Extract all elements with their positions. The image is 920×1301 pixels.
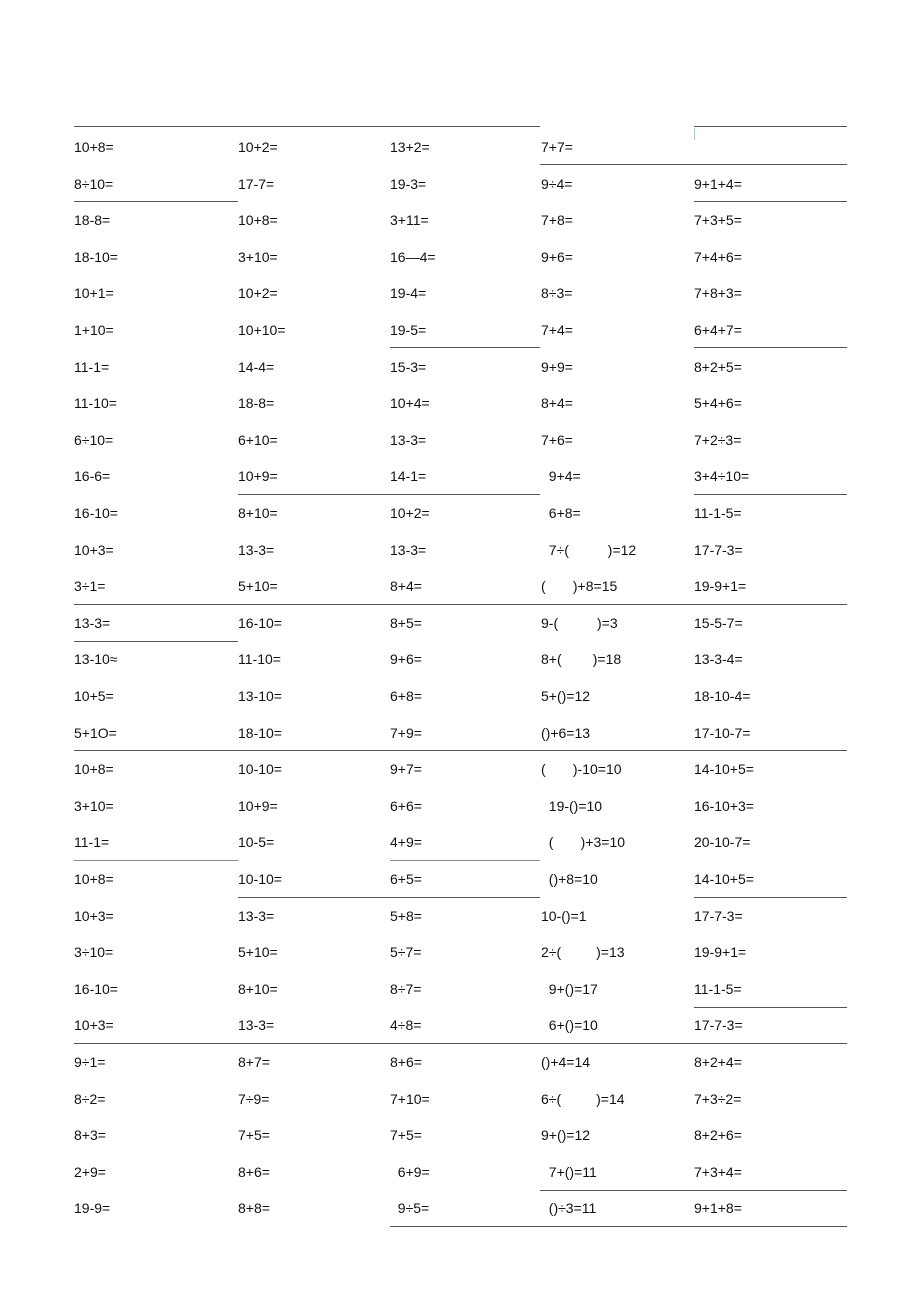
problem-cell: 7+8+3= [694, 285, 742, 302]
problem-cell: 10+9= [238, 468, 278, 485]
problem-cell: 7+2÷3= [694, 431, 742, 448]
problem-cell: 10-()=1 [541, 907, 587, 924]
problem-cell: 11-10= [74, 395, 117, 412]
problem-cell: 14-10+5= [694, 761, 754, 778]
problem-cell: 6÷10= [74, 431, 114, 448]
problem-cell: 19-9+1= [694, 578, 747, 595]
problem-cell: 13+2= [390, 139, 430, 155]
problem-cell: 10+2= [390, 505, 430, 521]
problem-cell: 8÷3= [541, 285, 573, 302]
problem-cell: 11-1= [74, 358, 110, 375]
row-divider-line [74, 860, 238, 861]
problem-cell: 10+3= [74, 541, 114, 558]
row-divider-line [74, 641, 238, 642]
problem-cell: 10+2= [238, 139, 278, 155]
problem-cell: 9+9= [541, 358, 573, 375]
problem-cell: 14-10+5= [694, 871, 754, 887]
problem-cell: 5+()=12 [541, 688, 591, 704]
problem-cell: 9+1+4= [694, 175, 742, 192]
margin-mark [694, 128, 695, 140]
problem-cell: ( )+8=15 [541, 578, 618, 595]
problem-cell: 7+4= [541, 322, 573, 338]
problem-cell: 9+6= [390, 651, 422, 668]
problem-cell: 8+2+4= [694, 1054, 742, 1070]
problem-cell: 6+8= [541, 505, 581, 521]
problem-cell: 9÷5= [390, 1200, 430, 1217]
problem-cell: 1+10= [74, 322, 114, 338]
problem-cell: 9+()=12 [541, 1127, 591, 1144]
row-divider-line [74, 604, 847, 605]
problem-cell: 3÷10= [74, 944, 114, 961]
problem-cell: 7+3+4= [694, 1163, 742, 1180]
problem-cell: 13-3= [390, 541, 427, 558]
problem-cell: 19-9+1= [694, 944, 747, 961]
problem-cell: 2÷( )=13 [541, 944, 625, 961]
problem-cell: 5+1O= [74, 724, 117, 741]
problem-cell: 16-10= [74, 980, 118, 997]
problem-cell: 9÷4= [541, 175, 573, 192]
problem-cell: 6+()=10 [541, 1017, 598, 1034]
problem-cell: 8+4= [390, 578, 422, 595]
problem-cell: 7+3+5= [694, 212, 742, 229]
row-divider-line [390, 347, 540, 348]
problem-cell: 10-10= [238, 761, 282, 778]
problem-cell: 5+10= [238, 944, 278, 961]
problem-cell: 10+4= [390, 395, 430, 412]
problem-cell: 7+9= [390, 724, 422, 741]
problem-cell: 4+9= [390, 834, 422, 851]
row-divider-line [694, 897, 847, 898]
problem-cell: 10+1= [74, 285, 114, 302]
problem-cell: 2+9= [74, 1163, 106, 1180]
row-divider-line [694, 347, 847, 348]
row-divider-line [74, 1043, 847, 1044]
problem-cell: 6+6= [390, 797, 422, 814]
problem-cell: 5+8= [390, 907, 422, 924]
problem-cell: 7÷9= [238, 1090, 270, 1107]
problem-cell: 9+6= [541, 248, 573, 265]
problem-cell: 19-()=10 [541, 797, 603, 814]
problem-cell: ()÷3=11 [541, 1200, 597, 1217]
problem-cell: 3÷1= [74, 578, 106, 595]
row-divider-line [74, 126, 540, 127]
problem-cell: 8÷10= [74, 175, 114, 192]
problem-cell: 10-10= [238, 871, 282, 887]
problem-cell: 9-( )=3 [541, 614, 618, 631]
problem-cell: 15-5-7= [694, 614, 743, 631]
problem-cell: 3+11= [390, 212, 429, 229]
problem-cell: 17-10-7= [694, 724, 751, 741]
problem-cell: 16-10+3= [694, 797, 754, 814]
problem-cell: 8+( )=18 [541, 651, 622, 668]
problem-cell: 3+10= [238, 248, 278, 265]
problem-cell: 13-10≈ [74, 651, 118, 668]
problem-cell: 8+7= [238, 1054, 270, 1070]
problem-cell: 7+7= [541, 139, 573, 155]
problem-cell: 19-4= [390, 285, 427, 302]
problem-cell: 10+8= [74, 761, 114, 778]
problem-cell: 9+7= [390, 761, 422, 778]
problem-cell: 19-9= [74, 1200, 111, 1217]
problem-cell: 17-7-3= [694, 1017, 743, 1034]
problem-cell: 9÷1= [74, 1054, 106, 1070]
problem-cell: 16-6= [74, 468, 111, 485]
problem-cell: 3+10= [74, 797, 114, 814]
problem-cell: ()+8=10 [541, 871, 598, 887]
problem-cell: 14-1= [390, 468, 427, 485]
problem-cell: 8+10= [238, 980, 278, 997]
problem-cell: 13-3= [74, 614, 111, 631]
problem-cell: 4÷8= [390, 1017, 422, 1034]
problem-cell: 10+3= [74, 1017, 114, 1034]
problem-cell: 17-7-3= [694, 907, 743, 924]
problem-cell: 11-1= [74, 834, 110, 851]
problem-cell: 9+1+8= [694, 1200, 742, 1217]
problem-cell: 9+()=17 [541, 980, 598, 997]
row-divider-line [540, 1190, 847, 1191]
problem-cell: 13-3= [390, 431, 427, 448]
problem-cell: 7+5= [390, 1127, 422, 1144]
problem-cell: 19-5= [390, 322, 427, 338]
problem-cell: 16-10= [74, 505, 118, 521]
problem-cell: 14-4= [238, 358, 275, 375]
problem-cell: 17-7-3= [694, 541, 743, 558]
problem-cell: 15-3= [390, 358, 427, 375]
problem-cell: ( )+3=10 [541, 834, 626, 851]
problem-cell: 10+8= [74, 871, 114, 887]
problem-cell: 13-3= [238, 907, 275, 924]
problem-cell: 6+5= [390, 871, 422, 887]
problem-cell: 6+8= [390, 688, 422, 704]
problem-cell: 7+8= [541, 212, 573, 229]
problem-cell: 10+8= [238, 212, 278, 229]
problem-cell: 6+9= [390, 1163, 430, 1180]
problem-cell: 18-8= [238, 395, 275, 412]
row-divider-line [540, 164, 847, 165]
problem-cell: ( )-10=10 [541, 761, 622, 778]
problem-cell: 5+4+6= [694, 395, 742, 412]
row-divider-line [694, 494, 847, 495]
problem-cell: 7+()=11 [541, 1163, 597, 1180]
problem-cell: 18-10-4= [694, 688, 751, 704]
problem-cell: 16—4= [390, 248, 436, 265]
row-divider-line [238, 494, 540, 495]
problem-cell: 8+3= [74, 1127, 106, 1144]
problem-cell: 8÷7= [390, 980, 422, 997]
row-divider-line [390, 1226, 847, 1227]
problem-cell: 18-10= [238, 724, 282, 741]
problem-cell: 10-5= [238, 834, 275, 851]
problem-cell: 11-1-5= [694, 980, 742, 997]
problem-cell: 3+4÷10= [694, 468, 750, 485]
problem-cell: 8+2+5= [694, 358, 742, 375]
problem-cell: 13-3-4= [694, 651, 743, 668]
problem-cell: 7+10= [390, 1090, 430, 1107]
problem-cell: 7+3÷2= [694, 1090, 742, 1107]
problem-cell: 8+10= [238, 505, 278, 521]
row-divider-line [74, 201, 238, 202]
problem-cell: 10+3= [74, 907, 114, 924]
problem-cell: 8+6= [238, 1163, 270, 1180]
problem-cell: 7+5= [238, 1127, 270, 1144]
problem-cell: 11-10= [238, 651, 281, 668]
problem-cell: 6+4+7= [694, 322, 742, 338]
row-divider-line [694, 201, 847, 202]
row-divider-line [238, 897, 540, 898]
problem-cell: 7+4+6= [694, 248, 742, 265]
problem-cell: 6÷( )=14 [541, 1090, 625, 1107]
row-divider-line [694, 1007, 847, 1008]
problem-cell: 8+4= [541, 395, 573, 412]
problem-cell: 8+2+6= [694, 1127, 742, 1144]
problem-cell: 13-3= [238, 541, 275, 558]
problem-cell: 10+9= [238, 797, 278, 814]
problem-cell: 13-3= [238, 1017, 275, 1034]
problem-cell: 8+5= [390, 614, 422, 631]
problem-cell: 13-10= [238, 688, 282, 704]
problem-cell: 8+8= [238, 1200, 270, 1217]
problem-cell: ()+4=14 [541, 1054, 591, 1070]
problem-cell: 19-3= [390, 175, 427, 192]
problem-cell: 16-10= [238, 614, 282, 631]
problem-cell: 20-10-7= [694, 834, 751, 851]
problem-cell: 8÷2= [74, 1090, 106, 1107]
problem-cell: 17-7= [238, 175, 275, 192]
problem-cell: 10+10= [238, 322, 286, 338]
row-divider-line [694, 126, 847, 127]
problem-cell: 7+6= [541, 431, 573, 448]
problem-cell: 10+5= [74, 688, 114, 704]
problem-cell: 5÷7= [390, 944, 422, 961]
problem-cell: 18-10= [74, 248, 118, 265]
problem-cell: 9+4= [541, 468, 581, 485]
problem-cell: 11-1-5= [694, 505, 742, 521]
problem-cell: 18-8= [74, 212, 111, 229]
row-divider-line [74, 750, 847, 751]
problem-cell: 10+8= [74, 139, 114, 155]
problem-cell: 10+2= [238, 285, 278, 302]
row-divider-line [390, 860, 540, 861]
problem-cell: 7÷( )=12 [541, 541, 637, 558]
problem-cell: ()+6=13 [541, 724, 591, 741]
problem-cell: 5+10= [238, 578, 278, 595]
problem-cell: 6+10= [238, 431, 278, 448]
problem-cell: 8+6= [390, 1054, 422, 1070]
